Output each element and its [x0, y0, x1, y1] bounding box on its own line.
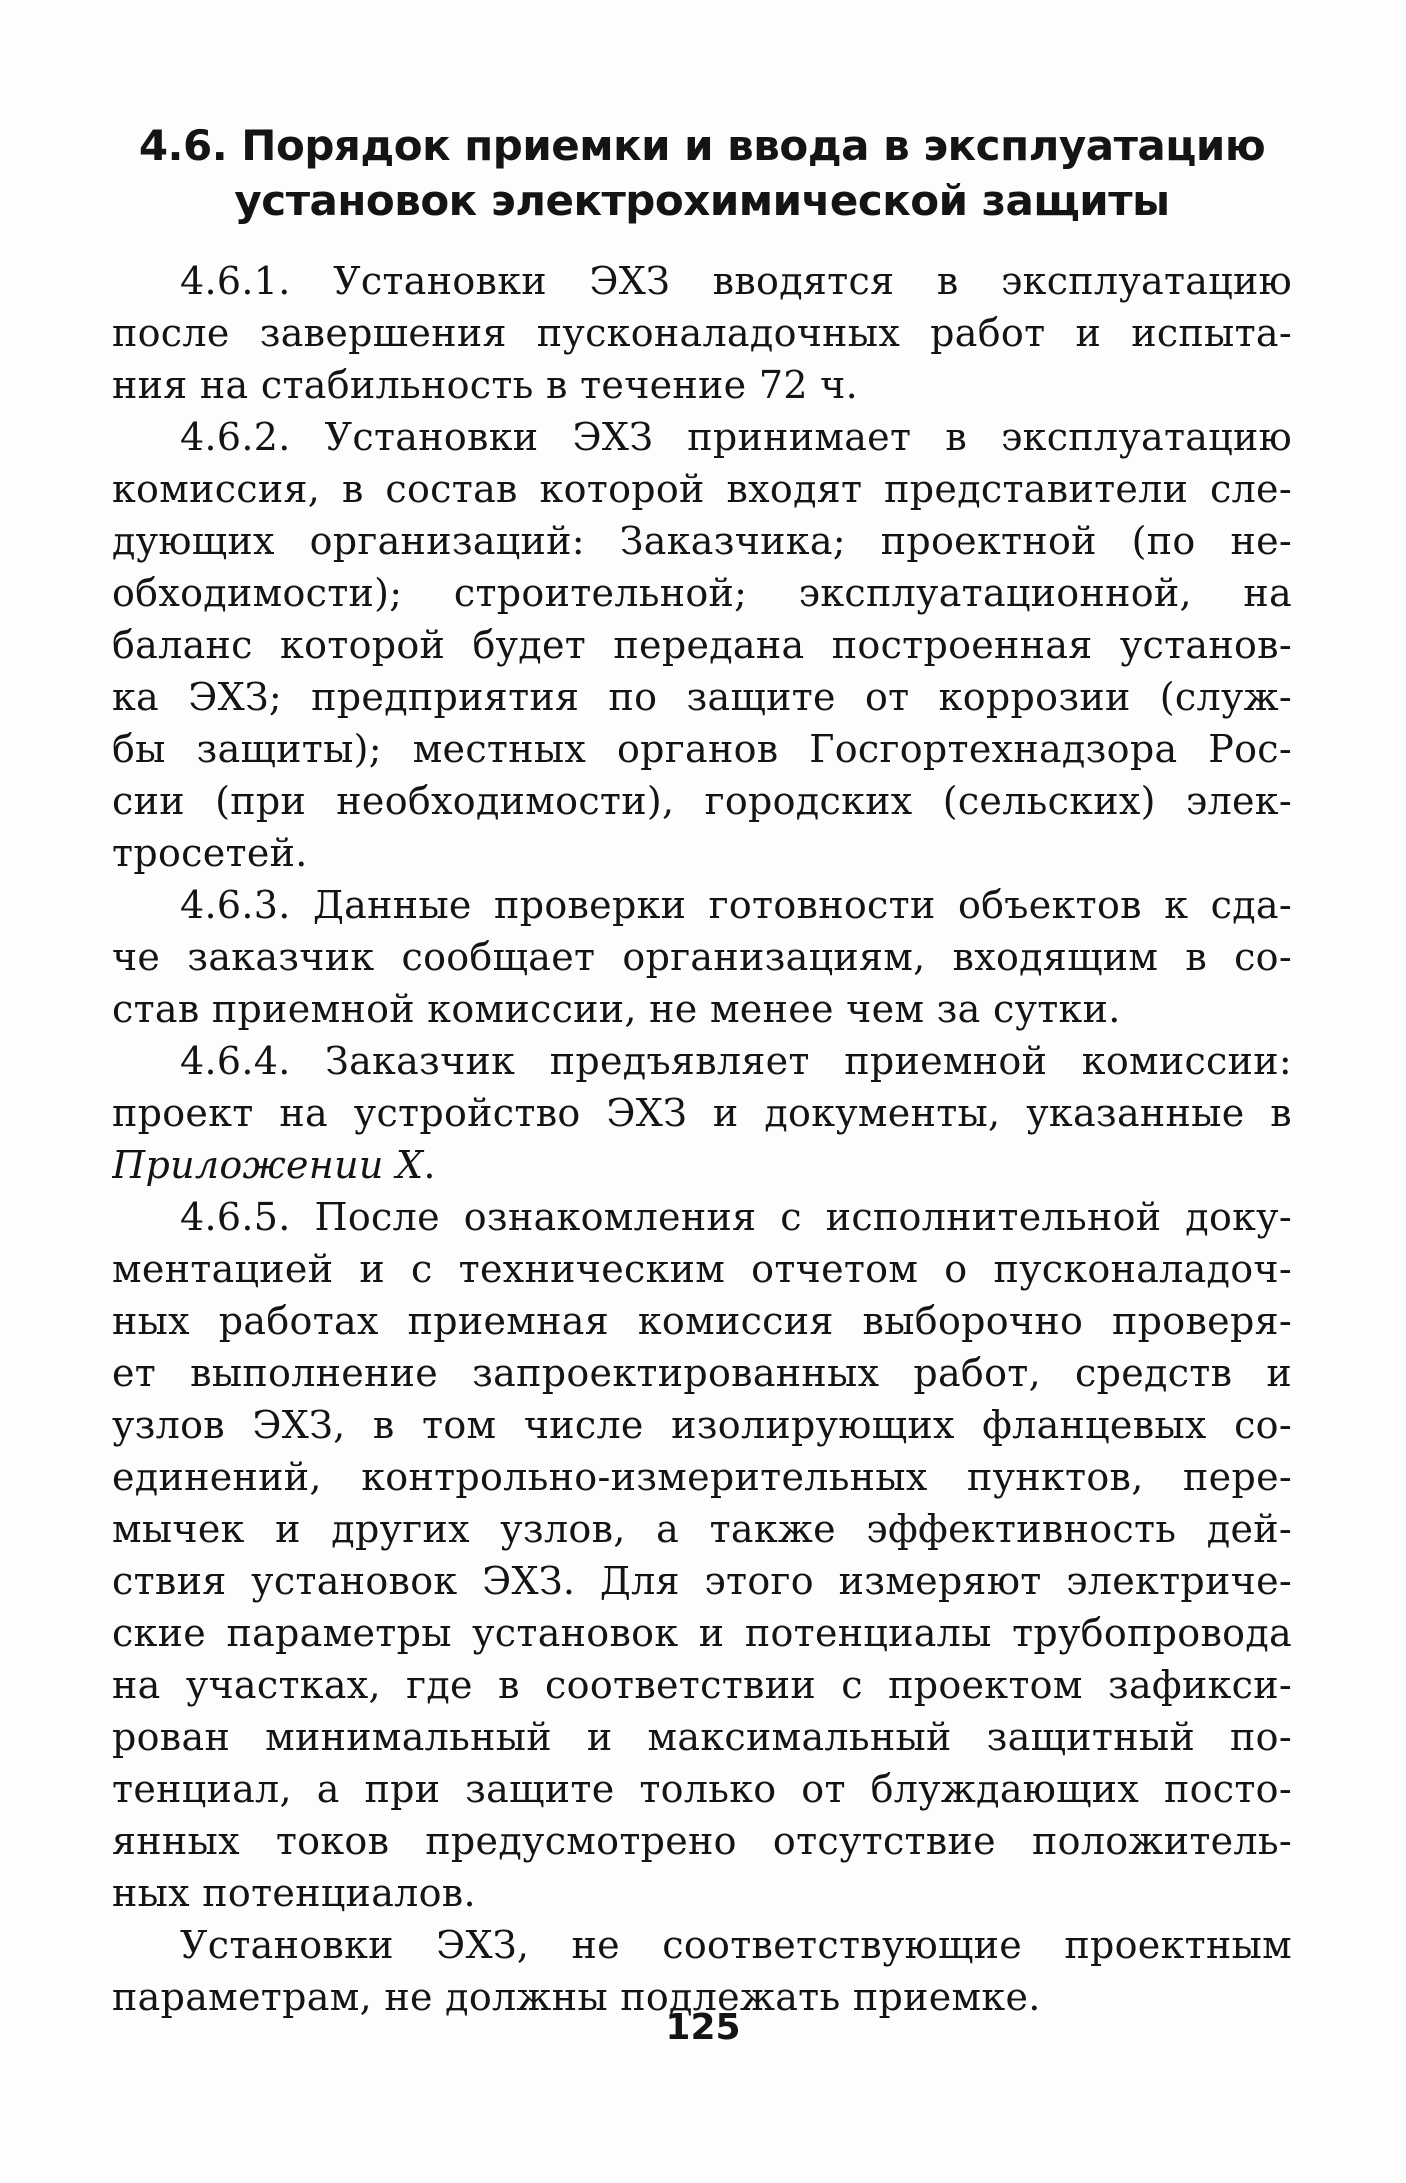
text-line: после завершения пусконаладочных работ и испыта-: [112, 311, 1292, 355]
appendix-reference-period: .: [423, 1143, 436, 1187]
text-line: тенциал, а при защите только от блуждающих посто-: [112, 1767, 1292, 1811]
text-line: [112, 1139, 1292, 1191]
text-line: ния на стабильность в течение 72 ч.: [112, 363, 858, 407]
text-line: ет выполнение запроектированных работ, средств и: [112, 1351, 1292, 1395]
text-line: проект на устройство ЭХЗ и документы, указанные в: [112, 1091, 1292, 1135]
section-heading-line-1: 4.6. Порядок приемки и ввода в эксплуатацию: [138, 121, 1266, 170]
text-line: 4.6.2. Установки ЭХЗ принимает в эксплуатацию: [180, 415, 1292, 459]
text-line: че заказчик сообщает организациям, входящим в со-: [112, 935, 1292, 979]
paragraph-4-6-1: [112, 255, 1292, 411]
section-heading: [112, 118, 1292, 228]
text-line: ствия установок ЭХЗ. Для этого измеряют электриче-: [112, 1559, 1292, 1603]
text-line: 4.6.1. Установки ЭХЗ вводятся в эксплуатацию: [180, 259, 1292, 303]
paragraph-4-6-5: [112, 1191, 1292, 1919]
appendix-reference: Приложении Х: [112, 1143, 424, 1187]
section-heading-line-2: установок электрохимической защиты: [234, 176, 1170, 225]
text-line: узлов ЭХЗ, в том числе изолирующих фланцевых со-: [112, 1403, 1292, 1447]
text-line: бы защиты); местных органов Госгортехнадзора Рос-: [112, 727, 1292, 771]
text-line: ка ЭХЗ; предприятия по защите от коррозии (служ-: [112, 675, 1292, 719]
text-line: сии (при необходимости), городских (сельских) элек-: [112, 779, 1292, 823]
text-line: янных токов предусмотрено отсутствие положитель-: [112, 1819, 1292, 1863]
text-line: параметрам, не должны подлежать приемке.: [112, 1975, 1041, 2019]
text-line: 4.6.3. Данные проверки готовности объектов к сда-: [180, 883, 1292, 927]
text-line: баланс которой будет передана построенная установ-: [112, 623, 1292, 667]
text-line: 4.6.4. Заказчик предъявляет приемной комиссии:: [180, 1039, 1292, 1083]
text-line: 4.6.5. После ознакомления с исполнительной доку-: [180, 1195, 1292, 1239]
text-line: на участках, где в соответствии с проектом зафикси-: [112, 1663, 1292, 1707]
text-line: став приемной комиссии, не менее чем за сутки.: [112, 987, 1121, 1031]
text-line: мычек и других узлов, а также эффективность дей-: [112, 1507, 1292, 1551]
text-line: комиссия, в состав которой входят представители сле-: [112, 467, 1292, 511]
text-line: Установки ЭХЗ, не соответствующие проектным: [180, 1923, 1292, 1967]
text-line: ские параметры установок и потенциалы трубопровода: [112, 1611, 1292, 1655]
text-line: дующих организаций: Заказчика; проектной (по не-: [112, 519, 1292, 563]
text-line: ных работах приемная комиссия выборочно проверя-: [112, 1299, 1292, 1343]
text-line: рован минимальный и максимальный защитный по-: [112, 1715, 1292, 1759]
page-number: 125: [665, 2007, 741, 2048]
text-line: ментацией и с техническим отчетом о пусконаладоч-: [112, 1247, 1292, 1291]
body-text: [112, 255, 1292, 2023]
text-line: тросетей.: [112, 831, 308, 875]
paragraph-4-6-2: [112, 411, 1292, 879]
paragraph-4-6-3: [112, 879, 1292, 1035]
paragraph-4-6-4: [112, 1035, 1292, 1191]
text-line: ных потенциалов.: [112, 1871, 476, 1915]
text-line: единений, контрольно-измерительных пунктов, пере-: [112, 1455, 1292, 1499]
text-line: обходимости); строительной; эксплуатационной, на: [112, 571, 1292, 615]
